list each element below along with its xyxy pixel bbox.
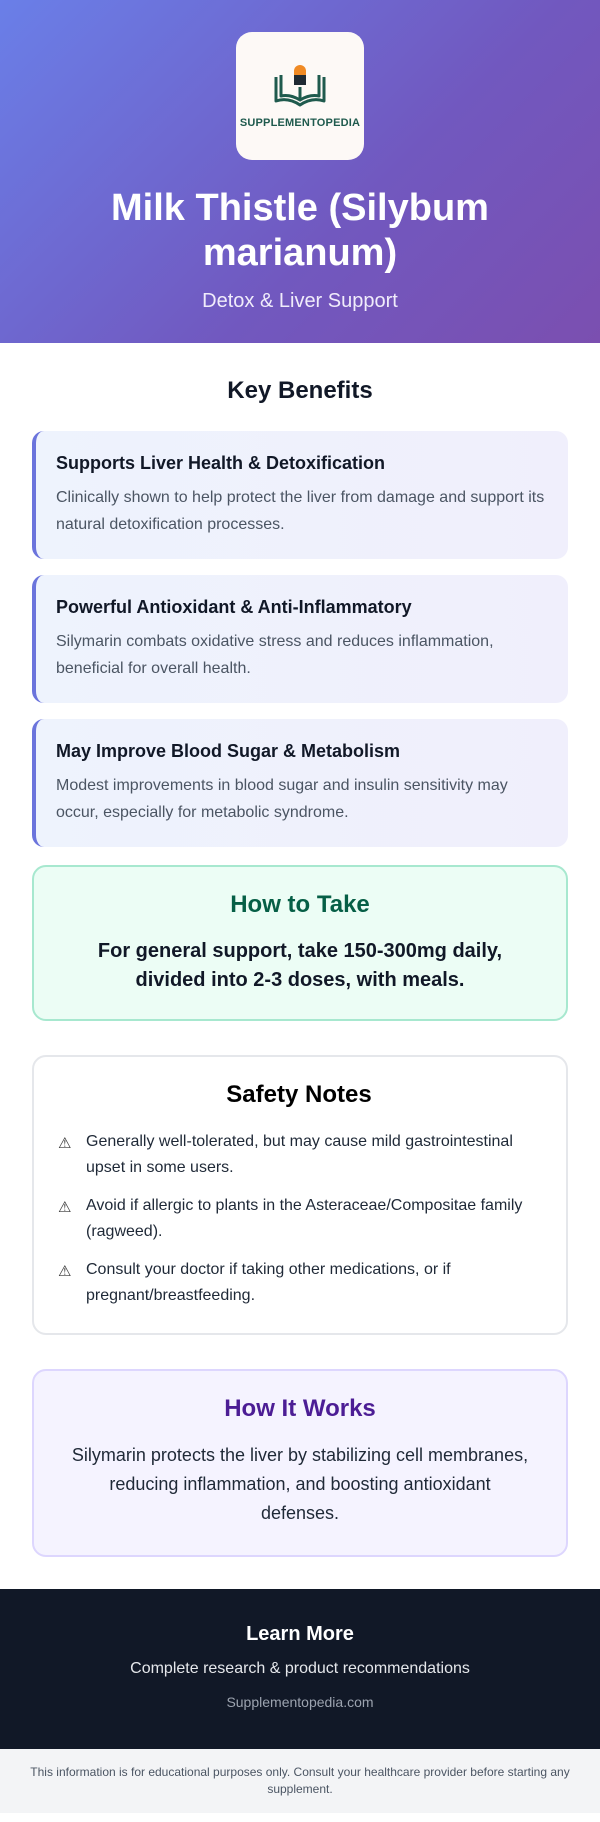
warning-icon: ⚠ — [58, 1263, 72, 1280]
how-to-take-heading: How to Take — [230, 891, 370, 918]
key-benefits-section — [0, 343, 600, 847]
how-it-works-card — [32, 1369, 568, 1557]
disclaimer-text: This information is for educational purposes only. Consult your healthcare provider before starting any supplement. — [0, 1749, 600, 1813]
dosage-text: For general support, take 150-300mg daily, divided into 2-3 doses, with meals. — [97, 940, 503, 991]
benefit-card — [32, 431, 568, 559]
safety-item-text: Consult your doctor if taking other medications, or if pregnant/breastfeeding. — [86, 1261, 451, 1304]
benefit-description: Clinically shown to help protect the liver from damage and support its natural detoxification processes. — [56, 489, 545, 533]
benefit-card — [32, 575, 568, 703]
benefit-title: Supports Liver Health & Detoxification — [56, 453, 386, 473]
page-title: Milk Thistle (Silybum marianum) — [111, 187, 489, 274]
safety-item — [58, 1193, 540, 1245]
how-it-works-text: Silymarin protects the liver by stabilizing cell membranes, reducing inflammation, and boosting antioxidant defenses. — [71, 1445, 529, 1523]
hero-header — [0, 0, 600, 343]
safety-item-text: Avoid if allergic to plants in the Asteraceae/Compositae family (ragweed). — [86, 1197, 523, 1240]
benefit-description: Silymarin combats oxidative stress and reduces inflammation, beneficial for overall health. — [56, 633, 494, 677]
safety-item — [58, 1129, 540, 1181]
book-pill-logo-icon — [270, 63, 330, 111]
learn-more-footer — [0, 1589, 600, 1749]
learn-more-heading: Learn More — [246, 1623, 354, 1645]
brand-logo[interactable] — [236, 32, 364, 160]
benefit-card — [32, 719, 568, 847]
how-it-works-heading: How It Works — [224, 1395, 376, 1422]
safety-item-text: Generally well-tolerated, but may cause mild gastrointestinal upset in some users. — [86, 1133, 513, 1176]
warning-icon: ⚠ — [58, 1135, 72, 1152]
warning-icon: ⚠ — [58, 1199, 72, 1216]
key-benefits-heading: Key Benefits — [227, 377, 373, 404]
safety-notes-card — [32, 1055, 568, 1335]
benefit-title: May Improve Blood Sugar & Metabolism — [56, 741, 401, 761]
page-tagline: Detox & Liver Support — [202, 290, 398, 312]
site-link[interactable]: Supplementopedia.com — [226, 1694, 374, 1710]
safety-notes-heading: Safety Notes — [226, 1081, 372, 1108]
how-to-take-card — [32, 865, 568, 1021]
safety-item — [58, 1257, 540, 1309]
benefit-description: Modest improvements in blood sugar and insulin sensitivity may occur, especially for metabolic syndrome. — [56, 777, 508, 821]
benefit-title: Powerful Antioxidant & Anti-Inflammatory — [56, 597, 412, 617]
logo-text: SUPPLEMENTOPEDIA — [239, 117, 361, 129]
learn-more-subtitle: Complete research & product recommendations — [130, 1660, 470, 1677]
